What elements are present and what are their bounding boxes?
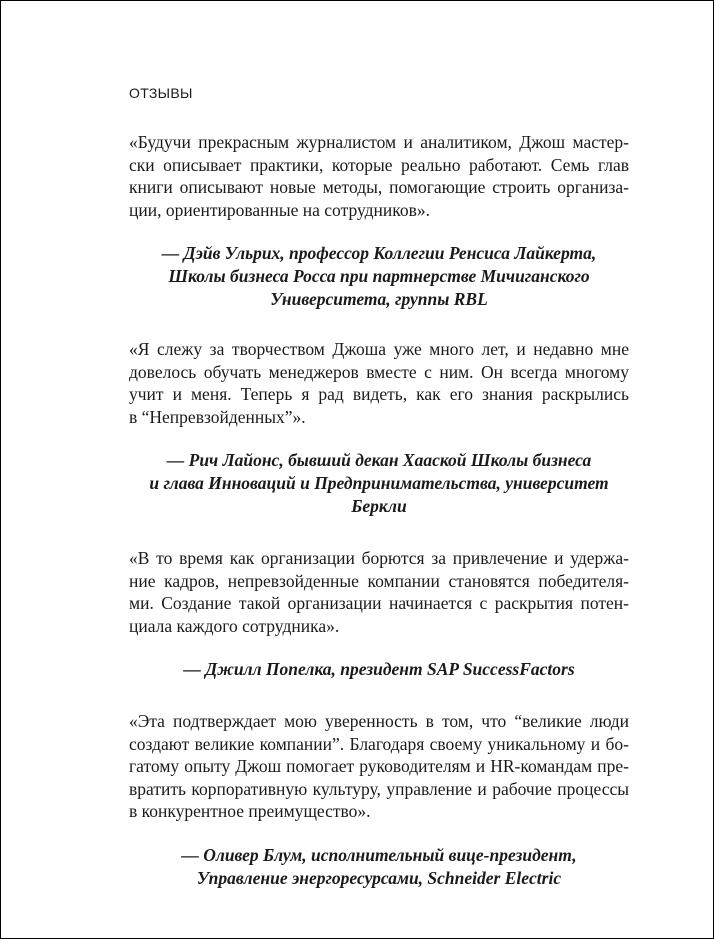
testimonial bbox=[129, 710, 629, 890]
quote-line: ние кадров, непревзойденные компании становятся победителя- bbox=[129, 570, 629, 591]
attribution-line: — Оливер Блум, исполнительный вице-президент, bbox=[181, 844, 577, 865]
testimonial-attribution bbox=[129, 844, 629, 890]
attribution-line: Беркли bbox=[351, 496, 407, 516]
quote-line: вратить корпоративную культуру, управление и рабочие процессы bbox=[129, 778, 629, 799]
quote-line: ски описывает практики, которые реально работают. Семь глав bbox=[129, 154, 629, 175]
quote-line: «Эта подтверждает мою уверенность в том, что “великие люди bbox=[129, 711, 629, 731]
attribution-line: и глава Инноваций и Предпринимательства, университет bbox=[149, 473, 609, 493]
testimonial bbox=[129, 547, 629, 681]
quote-line: ции, ориентированные на сотрудников». bbox=[129, 199, 430, 220]
section-label: ОТЗЫВЫ bbox=[129, 85, 193, 101]
testimonial-attribution bbox=[129, 449, 629, 518]
attribution-line: Университета, группы RBL bbox=[270, 289, 488, 309]
attribution-line: — Джилл Попелка, президент SAP SuccessFactors bbox=[183, 659, 575, 679]
quote-line: в конкурентное преимущество». bbox=[129, 801, 371, 821]
quote-line: «Будучи прекрасным журналистом и аналитиком, Джош мастер- bbox=[129, 132, 629, 152]
testimonial-quote bbox=[129, 131, 629, 221]
quote-line: довелось обучать менеджеров вместе с ним. Он всегда многому bbox=[129, 361, 629, 382]
attribution-line: Управление энергоресурсами, Schneider Electric bbox=[196, 867, 562, 888]
testimonial-quote bbox=[129, 710, 629, 823]
quote-line: гатому опыту Джош помогает руководителям и HR-командам пре- bbox=[129, 756, 629, 776]
quote-line: «В то время как организации борются за привлечение и удержа- bbox=[129, 548, 629, 568]
quote-line: книги описывают новые методы, помогающие строить организа- bbox=[129, 177, 629, 197]
quote-line: «Я слежу за творчеством Джоша уже много лет, и недавно мне bbox=[129, 339, 629, 359]
quote-line: учит и меня. Теперь я рад видеть, как его знания раскрылись bbox=[129, 384, 629, 404]
testimonial-quote bbox=[129, 338, 629, 428]
quote-line: ми. Создание такой организации начинается с раскрытия потен- bbox=[129, 593, 629, 613]
testimonial-attribution bbox=[129, 242, 629, 311]
testimonial bbox=[129, 131, 629, 311]
quote-line: создают великие компании”. Благодаря своему уникальному и бо- bbox=[129, 733, 629, 754]
testimonial bbox=[129, 338, 629, 518]
attribution-line: Школы бизнеса Росса при партнерстве Мичиганского bbox=[168, 266, 590, 286]
quote-line: в “Непревзойденных”». bbox=[129, 406, 306, 427]
attribution-line: — Дэйв Ульрих, профессор Коллегии Ренсиса Лайкерта, bbox=[161, 243, 597, 263]
attribution-line: — Рич Лайонс, бывший декан Хааской Школы бизнеса bbox=[166, 450, 592, 470]
testimonial-attribution bbox=[129, 658, 629, 681]
quote-line: циала каждого сотрудника». bbox=[129, 615, 340, 636]
testimonial-quote bbox=[129, 547, 629, 637]
testimonials-list bbox=[129, 131, 629, 890]
